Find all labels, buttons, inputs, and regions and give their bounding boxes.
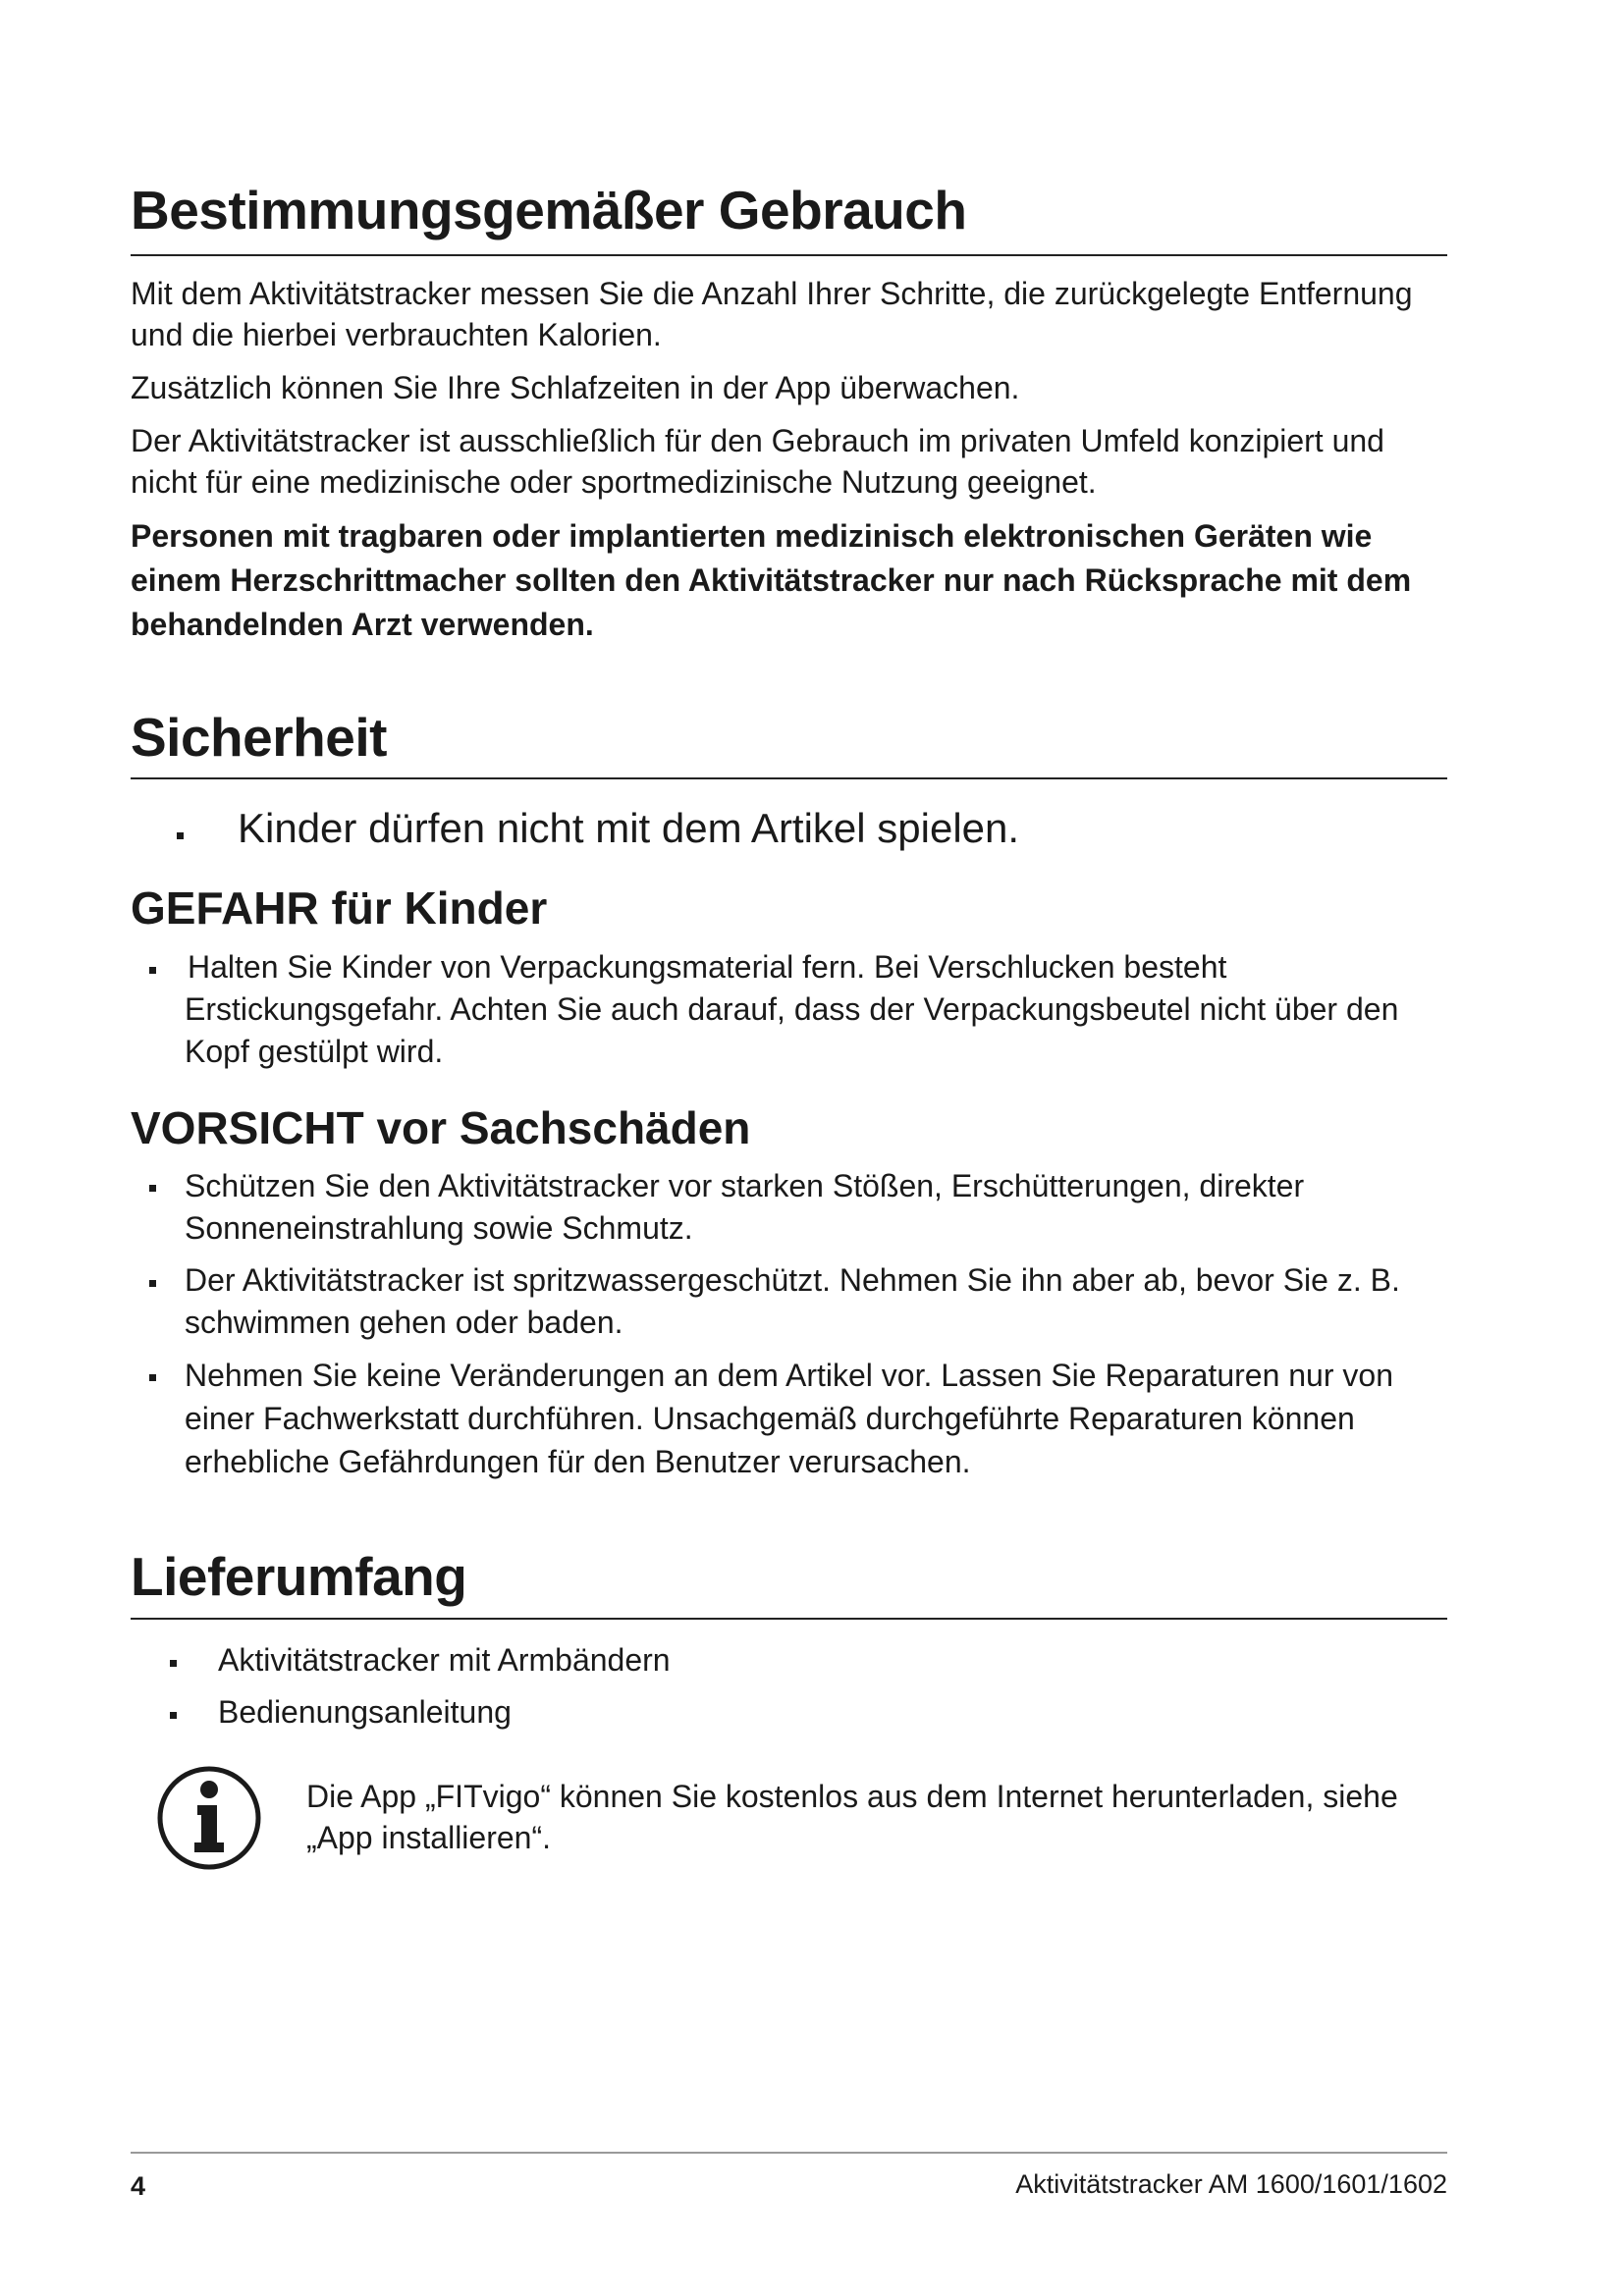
section-divider — [131, 1618, 1447, 1620]
section-divider — [131, 777, 1447, 779]
gebrauch-paragraph-3: Der Aktivitätstracker ist ausschließlich für den Gebrauch im privaten Umfeld konzipiert und nicht für eine medizinische oder sportmedizinische Nutzung geeignet. — [131, 423, 1384, 500]
section-title-gebrauch: Bestimmungsgemäßer Gebrauch — [131, 180, 967, 240]
vorsicht-bullet-text-2: Der Aktivitätstracker ist spritzwassergeschützt. Nehmen Sie ihn aber ab, bevor Sie z. B. schwimmen gehen oder baden. — [185, 1262, 1400, 1340]
footer-product-title: Aktivitätstracker AM 1600/1601/1602 — [1015, 2169, 1447, 2199]
bullet-marker — [170, 1660, 177, 1667]
lieferumfang-item-2: Bedienungsanleitung — [218, 1694, 512, 1730]
lieferumfang-item-1: Aktivitätstracker mit Armbändern — [218, 1642, 671, 1678]
bullet-marker — [177, 832, 184, 839]
footer-divider — [131, 2152, 1447, 2154]
gebrauch-paragraph-2: Zusätzlich können Sie Ihre Schlafzeiten in der App überwachen. — [131, 370, 1020, 405]
section-title-vorsicht: VORSICHT vor Sachschäden — [131, 1102, 751, 1153]
bullet-marker — [149, 1280, 156, 1287]
info-icon — [155, 1764, 263, 1872]
gebrauch-paragraph-1: Mit dem Aktivitätstracker messen Sie die Anzahl Ihrer Schritte, die zurückgelegte Entfernung und die hierbei verbrauchten Kalorien. — [131, 276, 1413, 352]
bullet-marker — [170, 1712, 177, 1719]
vorsicht-bullet-text-3: Nehmen Sie keine Veränderungen an dem Artikel vor. Lassen Sie Reparaturen nur von einer Fachwerkstatt durchführen. Unsachgemäß durchgeführte Reparaturen können erhebliche Gefährdungen für den Benutzer verursachen. — [185, 1358, 1393, 1479]
bullet-marker — [149, 967, 156, 974]
section-title-sicherheit: Sicherheit — [131, 707, 387, 768]
gefahr-bullet-text: Halten Sie Kinder von Verpackungsmaterial fern. Bei Verschlucken besteht Erstickungsgefahr. Achten Sie auch darauf, dass der Verpackungsbeutel nicht über den Kopf gestülpt wird. — [185, 949, 1399, 1069]
section-title-gefahr: GEFAHR für Kinder — [131, 882, 548, 934]
section-divider — [131, 254, 1447, 256]
bullet-marker — [149, 1185, 156, 1192]
section-title-lieferumfang: Lieferumfang — [131, 1546, 467, 1607]
info-note: Die App „FITvigo“ können Sie kostenlos aus dem Internet herunterladen, siehe „App installieren“. — [306, 1779, 1398, 1855]
bullet-marker — [149, 1374, 156, 1381]
vorsicht-bullet-text-1: Schützen Sie den Aktivitätstracker vor starken Stößen, Erschütterungen, direkter Sonneneinstrahlung sowie Schmutz. — [185, 1168, 1305, 1246]
gebrauch-warning: Personen mit tragbaren oder implantierten medizinisch elektronischen Geräten wie einem Herzschrittmacher sollten den Aktivitätstracker nur nach Rücksprache mit dem behandelnden Arzt verwenden. — [131, 518, 1412, 642]
sicherheit-bullet-text: Kinder dürfen nicht mit dem Artikel spielen. — [238, 805, 1020, 851]
page-number: 4 — [131, 2171, 146, 2201]
